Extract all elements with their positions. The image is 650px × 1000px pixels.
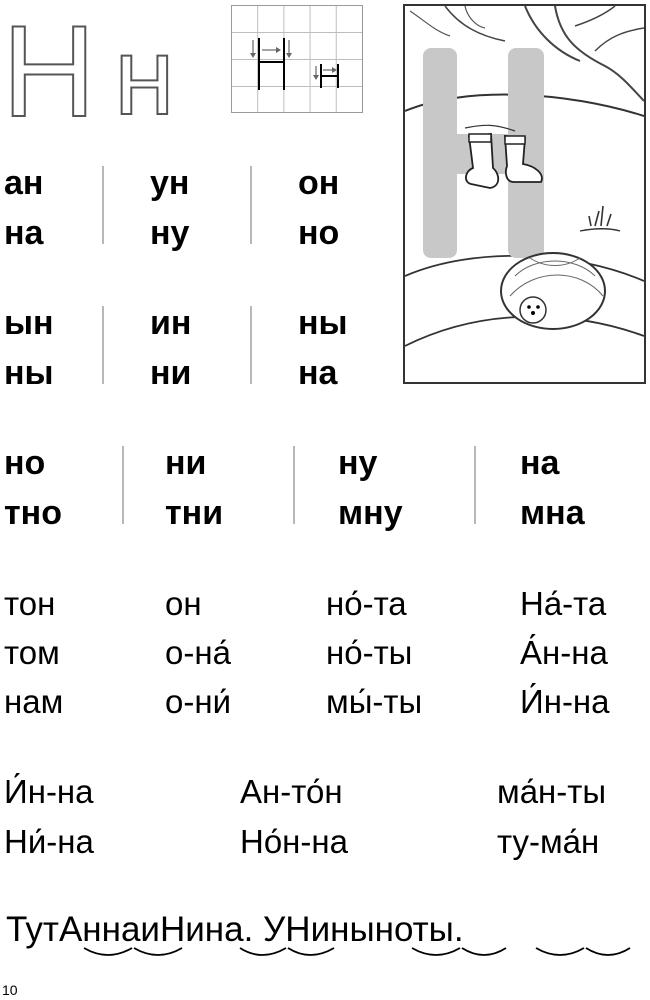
syllable-arcs-icon <box>0 944 650 966</box>
column-divider <box>293 446 295 524</box>
syllable: на <box>520 444 560 482</box>
sentence-word-nina: Нина <box>159 910 244 949</box>
word: На́-та <box>520 585 607 622</box>
sentence-part: и <box>140 910 160 949</box>
syllable: он <box>298 164 340 202</box>
word: ма́н-ты <box>497 773 607 810</box>
word: нам <box>4 683 64 720</box>
sentence-part: Тут <box>6 910 59 949</box>
syllable: ны <box>4 354 54 392</box>
syllable: ин <box>150 304 192 342</box>
word: тон <box>4 585 56 622</box>
column-divider <box>102 166 104 244</box>
illustration-drawing <box>405 6 644 382</box>
word: Ан-то́н <box>240 773 343 810</box>
outline-capital-letter: Н <box>2 0 96 144</box>
word: ту-ма́н <box>497 823 600 860</box>
word: о-ни́ <box>165 683 231 720</box>
column-divider <box>474 446 476 524</box>
word: том <box>4 634 60 671</box>
column-divider <box>122 446 124 524</box>
syllable: но <box>298 214 340 252</box>
word: но́-та <box>326 585 407 622</box>
syllable: ни <box>150 354 192 392</box>
word: А́н-на <box>520 634 608 671</box>
syllable: ни <box>165 444 207 482</box>
syllable: мна <box>520 494 585 532</box>
column-divider <box>250 166 252 244</box>
word: он <box>165 585 202 622</box>
word: И́н-на <box>4 773 94 810</box>
outline-small-letter: н <box>114 15 175 138</box>
word: И́н-на <box>520 683 610 720</box>
syllable: ан <box>4 164 44 202</box>
syllable: ну <box>150 214 190 252</box>
word: Но́н-на <box>240 823 348 860</box>
sentence-word-noty: ноты <box>374 910 454 949</box>
word: мы́-ты <box>326 683 423 720</box>
page-number: 10 <box>2 982 18 998</box>
syllable: ну <box>338 444 378 482</box>
writing-practice-grid <box>231 5 363 113</box>
word: о-на́ <box>165 634 231 671</box>
syllable: ны <box>298 304 348 342</box>
column-divider <box>250 306 252 384</box>
sentence-word-anna: Анна <box>58 910 141 949</box>
column-divider <box>102 306 104 384</box>
syllable: тни <box>165 494 224 532</box>
reading-sentence <box>6 912 464 947</box>
sentence-part: . У <box>243 910 286 949</box>
word: но́-ты <box>326 634 413 671</box>
syllable: но <box>4 444 46 482</box>
syllable: на <box>298 354 338 392</box>
syllable: на <box>4 214 44 252</box>
syllable: мну <box>338 494 403 532</box>
syllable: тно <box>4 494 62 532</box>
sentence-part: . <box>453 910 464 949</box>
illustration-letter-n-socks-hedgehog <box>403 4 646 384</box>
syllable: ун <box>150 164 190 202</box>
syllable: ын <box>4 304 54 342</box>
word: Ни́-на <box>4 823 94 860</box>
sentence-word-niny: Нины <box>285 910 375 949</box>
letter-stroke-guide-icon <box>232 6 364 114</box>
